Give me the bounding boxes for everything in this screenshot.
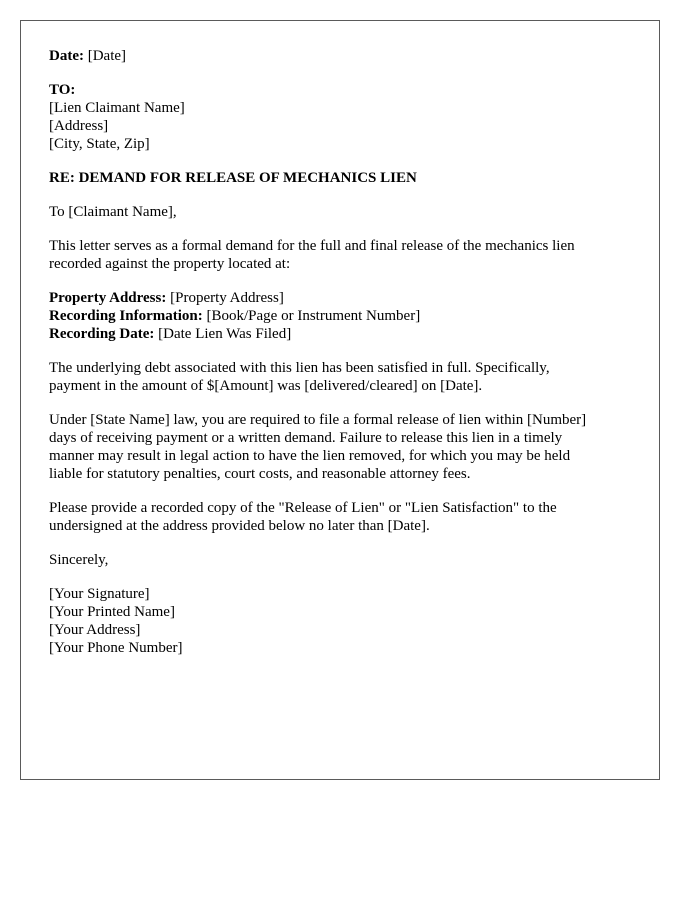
property-address-label: Property Address: bbox=[49, 290, 167, 306]
paragraph-demand bbox=[49, 237, 639, 273]
paragraph-payment bbox=[49, 359, 639, 395]
property-address-line bbox=[49, 289, 639, 307]
paragraph-legal-requirement bbox=[49, 411, 639, 483]
recording-date-line bbox=[49, 325, 639, 343]
recording-info-line bbox=[49, 307, 639, 325]
letter-body bbox=[49, 47, 639, 673]
paragraph-payment-line-1: The underlying debt associated with this lien has been satisfied in full. Specifically, bbox=[49, 360, 550, 376]
paragraph-request-line-1: Please provide a recorded copy of the "Release of Lien" or "Lien Satisfaction" to the bbox=[49, 500, 557, 516]
paragraph-legal-line-3: manner may result in legal action to have the lien removed, for which you may be held bbox=[49, 448, 571, 464]
paragraph-request-line-2: undersigned at the address provided below no later than [Date]. bbox=[49, 518, 430, 534]
property-details bbox=[49, 289, 639, 343]
paragraph-payment-line-2: payment in the amount of $[Amount] was [delivered/cleared] on [Date]. bbox=[49, 378, 483, 394]
recording-info-value: [Book/Page or Instrument Number] bbox=[202, 308, 421, 324]
salutation: To [Claimant Name], bbox=[49, 204, 177, 220]
to-label: TO: bbox=[49, 82, 76, 98]
paragraph-request bbox=[49, 499, 639, 535]
paragraph-demand-line-1: This letter serves as a formal demand for the full and final release of the mechanics lien bbox=[49, 238, 575, 254]
recipient-city-state-zip: [City, State, Zip] bbox=[49, 136, 150, 152]
paragraph-legal-line-1: Under [State Name] law, you are required to file a formal release of lien within [Number] bbox=[49, 412, 587, 428]
recipient-block bbox=[49, 81, 639, 153]
subject-line: RE: DEMAND FOR RELEASE OF MECHANICS LIEN bbox=[49, 170, 417, 186]
signature-block bbox=[49, 585, 639, 657]
letter-page bbox=[20, 20, 660, 780]
recording-date-value: [Date Lien Was Filed] bbox=[154, 326, 292, 342]
property-address-value: [Property Address] bbox=[166, 290, 284, 306]
recording-date-label: Recording Date: bbox=[49, 326, 155, 342]
sender-phone-line: [Your Phone Number] bbox=[49, 640, 183, 656]
date-value: [Date] bbox=[83, 48, 127, 64]
date-line bbox=[49, 47, 639, 65]
printed-name-line: [Your Printed Name] bbox=[49, 604, 175, 620]
paragraph-legal-line-2: days of receiving payment or a written demand. Failure to release this lien in a timely bbox=[49, 430, 563, 446]
closing: Sincerely, bbox=[49, 552, 109, 568]
recipient-address: [Address] bbox=[49, 118, 109, 134]
signature-line: [Your Signature] bbox=[49, 586, 150, 602]
paragraph-legal-line-4: liable for statutory penalties, court costs, and reasonable attorney fees. bbox=[49, 466, 471, 482]
sender-address-line: [Your Address] bbox=[49, 622, 141, 638]
paragraph-demand-line-2: recorded against the property located at: bbox=[49, 256, 291, 272]
date-label: Date: bbox=[49, 48, 84, 64]
recipient-name: [Lien Claimant Name] bbox=[49, 100, 185, 116]
recording-info-label: Recording Information: bbox=[49, 308, 203, 324]
